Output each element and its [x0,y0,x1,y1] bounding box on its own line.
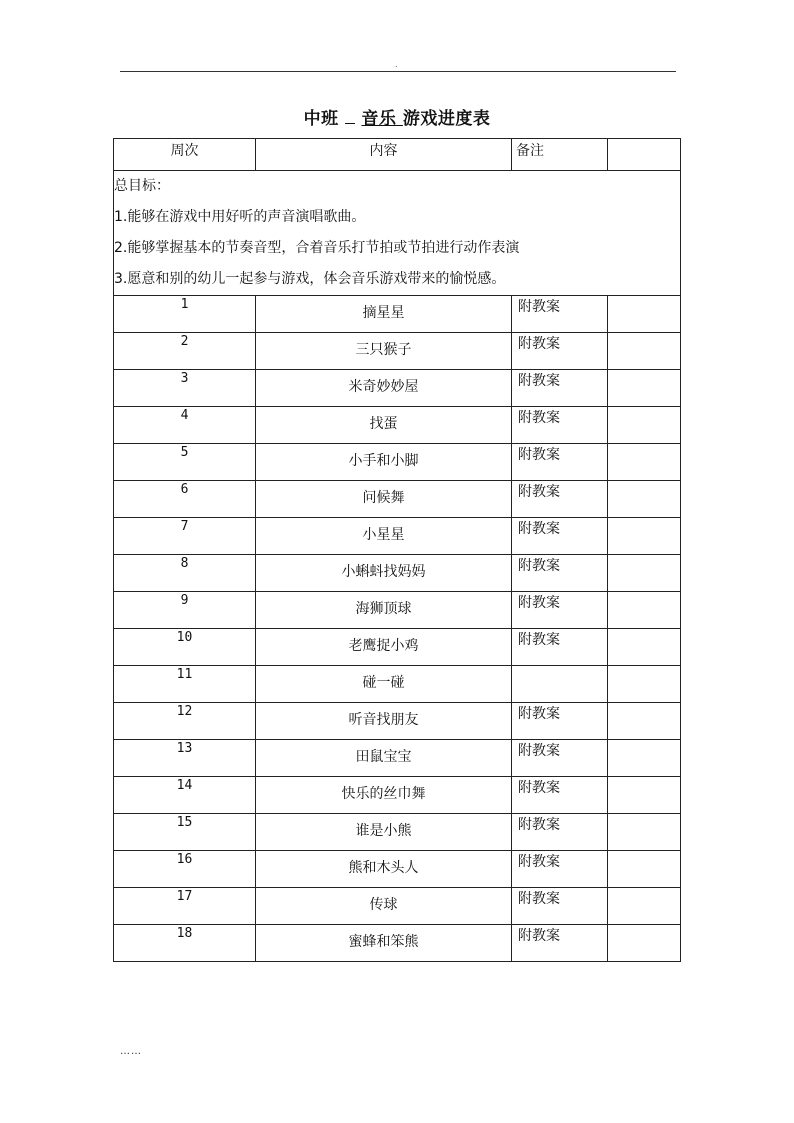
blank-cell [608,814,681,851]
goals-label: 总目标： [114,178,170,194]
game-name: 找蛋 [256,407,512,444]
header-rule [120,71,676,72]
attachment-note: 附教案 [512,407,608,444]
attachment-note: 附教案 [512,518,608,555]
week-number: 17 [114,888,256,925]
table-row [114,851,681,888]
game-name: 蜜蜂和笨熊 [256,925,512,962]
table-row [114,666,681,703]
table-row [114,370,681,407]
attachment-note: 附教案 [512,444,608,481]
game-name: 小手和小脚 [256,444,512,481]
table-row [114,481,681,518]
game-name: 海狮顶球 [256,592,512,629]
week-number: 12 [114,703,256,740]
week-number: 11 [114,666,256,703]
week-number: 16 [114,851,256,888]
schedule-table [113,138,681,962]
week-number: 10 [114,629,256,666]
game-name: 三只猴子 [256,333,512,370]
blank-cell [608,407,681,444]
blank-cell [608,666,681,703]
blank-cell [608,629,681,666]
table-row [114,814,681,851]
attachment-note: 附教案 [512,370,608,407]
game-name: 听音找朋友 [256,703,512,740]
week-number: 5 [114,444,256,481]
attachment-note: 附教案 [512,555,608,592]
attachment-note: 附教案 [512,296,608,333]
game-name: 老鹰捉小鸡 [256,629,512,666]
header-note: 备注 [512,139,608,171]
title-prefix: 中班 [303,109,339,129]
week-number: 3 [114,370,256,407]
attachment-note: 附教案 [512,888,608,925]
attachment-note: 附教案 [512,592,608,629]
header-content [256,139,512,171]
blank-cell [608,444,681,481]
table-row [114,703,681,740]
attachment-note: 附教案 [512,814,608,851]
game-name: 传球 [256,888,512,925]
game-name: 米奇妙妙屋 [256,370,512,407]
blank-cell [608,703,681,740]
blank-cell [608,851,681,888]
attachment-note: 附教案 [512,481,608,518]
table-row [114,296,681,333]
game-name: 熊和木头人 [256,851,512,888]
goal-item-2: 2.能够掌握基本的节奏音型，合着音乐打节拍或节拍进行动作表演 [114,240,520,256]
week-number: 18 [114,925,256,962]
table-row [114,777,681,814]
title-blank [345,122,355,124]
blank-cell [608,740,681,777]
blank-cell [608,370,681,407]
table-row [114,407,681,444]
week-number: 4 [114,407,256,444]
game-name: 田鼠宝宝 [256,740,512,777]
header-row [114,139,681,171]
week-number: 13 [114,740,256,777]
table-row [114,888,681,925]
blank-cell [608,296,681,333]
header-blank [608,139,681,171]
week-number: 2 [114,333,256,370]
table-row [114,555,681,592]
blank-cell [608,777,681,814]
blank-cell [608,888,681,925]
game-name: 碰一碰 [256,666,512,703]
week-number: 14 [114,777,256,814]
footer-dots: …… [120,1046,142,1057]
attachment-note: 附教案 [512,740,608,777]
attachment-note: 附教案 [512,703,608,740]
table-row [114,444,681,481]
table-row [114,740,681,777]
week-number: 8 [114,555,256,592]
week-number: 1 [114,296,256,333]
game-name: 小蝌蚪找妈妈 [256,555,512,592]
week-number: 15 [114,814,256,851]
game-name: 问候舞 [256,481,512,518]
page-title [0,104,794,129]
attachment-note: 附教案 [512,851,608,888]
table-row [114,518,681,555]
table-row [114,629,681,666]
week-number: 9 [114,592,256,629]
header-week: 周次 [114,139,256,171]
attachment-note: 附教案 [512,925,608,962]
attachment-note: 附教案 [512,333,608,370]
blank-cell [608,333,681,370]
table-row [114,592,681,629]
goals-row [114,171,681,296]
title-subject: 音乐 [361,109,397,129]
goal-item-1: 1.能够在游戏中用好听的声音演唱歌曲。 [114,209,366,225]
game-name: 小星星 [256,518,512,555]
blank-cell [608,518,681,555]
blank-cell [608,925,681,962]
goals-cell [114,171,681,296]
title-suffix: 游戏进度表 [402,109,491,129]
header-content-label: 内容 [369,143,398,159]
blank-cell [608,555,681,592]
attachment-note: 附教案 [512,629,608,666]
week-number: 7 [114,518,256,555]
table-row [114,925,681,962]
blank-cell [608,592,681,629]
game-name: 摘星星 [256,296,512,333]
goal-item-3: 3.愿意和别的幼儿一起参与游戏，体会音乐游戏带来的愉悦感。 [114,271,506,287]
blank-cell [608,481,681,518]
game-name: 快乐的丝巾舞 [256,777,512,814]
attachment-note [512,666,608,703]
game-name: 谁是小熊 [256,814,512,851]
attachment-note: 附教案 [512,777,608,814]
week-number: 6 [114,481,256,518]
header-dot: . [395,60,398,69]
table-row [114,333,681,370]
